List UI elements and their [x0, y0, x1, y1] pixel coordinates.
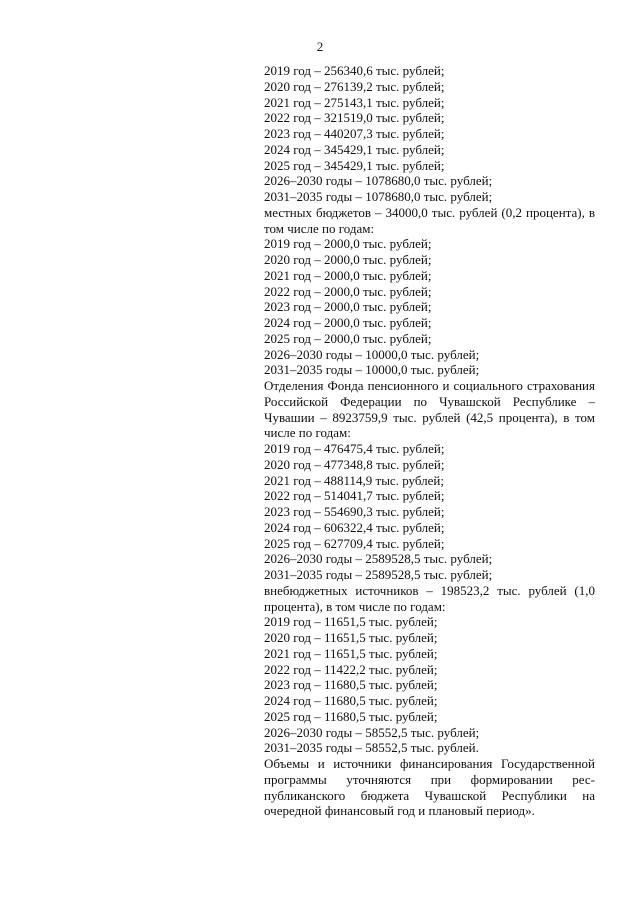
- extrabudgetary-intro: внебюджетных источников – 198523,2 тыс. рублей (1,0 процента), в том числе по годам:: [264, 582, 595, 614]
- regional-budget-year-line: 2022 год – 321519,0 тыс. рублей;: [264, 110, 445, 126]
- extrabudgetary-year-line: 2024 год – 11680,5 тыс. рублей;: [264, 693, 438, 708]
- pension-fund-year-line: 2020 год – 477348,8 тыс. рублей;: [264, 456, 445, 472]
- pension-fund-year-line: 2022 год – 514041,7 тыс. рублей;: [264, 488, 445, 504]
- local-budgets-year-line: 2026–2030 годы – 10000,0 тыс. рублей;: [264, 346, 480, 362]
- local-budgets-year-list: [264, 236, 595, 378]
- extrabudgetary-year-line: 2031–2035 годы – 58552,5 тыс. рублей.: [264, 740, 479, 756]
- local-budgets-year-line: 2019 год – 2000,0 тыс. рублей;: [264, 236, 432, 252]
- pension-fund-year-line: 2024 год – 606322,4 тыс. рублей;: [264, 519, 445, 535]
- local-budgets-intro: местных бюджетов – 34000,0 тыс. рублей (0,2 процента), в том числе по годам:: [264, 204, 595, 236]
- pension-fund-year-line: 2023 год – 554690,3 тыс. рублей;: [264, 504, 445, 519]
- local-budgets-year-line: 2025 год – 2000,0 тыс. рублей;: [264, 330, 432, 346]
- closing-paragraph: Объемы и источники финансирования Государственной программы уточняются при формировании республиканского бюджета Чувашской Республики на очередной финансовый год и плановый период».: [264, 756, 595, 819]
- pension-fund-year-list: [264, 441, 595, 583]
- extrabudgetary-year-line: 2025 год – 11680,5 тыс. рублей;: [264, 708, 438, 724]
- pension-fund-year-line: 2031–2035 годы – 2589528,5 тыс. рублей;: [264, 567, 493, 582]
- pension-fund-year-line: 2021 год – 488114,9 тыс. рублей;: [264, 472, 444, 488]
- regional-budget-year-line: 2023 год – 440207,3 тыс. рублей;: [264, 126, 445, 141]
- extrabudgetary-year-line: 2026–2030 годы – 58552,5 тыс. рублей;: [264, 724, 480, 740]
- pension-fund-year-line: 2019 год – 476475,4 тыс. рублей;: [264, 441, 445, 456]
- regional-budget-year-line: 2020 год – 276139,2 тыс. рублей;: [264, 78, 445, 94]
- local-budgets-year-line: 2021 год – 2000,0 тыс. рублей;: [264, 267, 432, 283]
- pension-fund-year-line: 2025 год – 627709,4 тыс. рублей;: [264, 535, 445, 551]
- regional-budget-year-line: 2031–2035 годы – 1078680,0 тыс. рублей;: [264, 189, 493, 204]
- regional-budget-year-line: 2019 год – 256340,6 тыс. рублей;: [264, 63, 445, 78]
- extrabudgetary-year-line: 2019 год – 11651,5 тыс. рублей;: [264, 614, 438, 630]
- local-budgets-year-line: 2022 год – 2000,0 тыс. рублей;: [264, 283, 432, 299]
- regional-budget-year-line: 2025 год – 345429,1 тыс. рублей;: [264, 157, 445, 173]
- local-budgets-year-line: 2023 год – 2000,0 тыс. рублей;: [264, 299, 432, 315]
- page-number: 2: [316, 39, 324, 54]
- extrabudgetary-year-line: 2020 год – 11651,5 тыс. рублей;: [264, 630, 438, 645]
- regional-budget-year-line: 2026–2030 годы – 1078680,0 тыс. рублей;: [264, 173, 493, 189]
- pension-fund-year-line: 2026–2030 годы – 2589528,5 тыс. рублей;: [264, 551, 493, 567]
- local-budgets-year-line: 2020 год – 2000,0 тыс. рублей;: [264, 252, 432, 267]
- regional-budget-year-list: [264, 63, 595, 205]
- regional-budget-year-line: 2021 год – 275143,1 тыс. рублей;: [264, 94, 445, 110]
- pension-fund-intro: Отделения Фонда пенсионного и социального страхования Российской Федерации по Чувашской Республике – Чувашии – 8923759,9 тыс. рублей (42,5 процента), в том числе по годам:: [264, 378, 595, 441]
- extrabudgetary-year-list: [264, 614, 595, 756]
- extrabudgetary-year-line: 2022 год – 11422,2 тыс. рублей;: [264, 661, 438, 677]
- extrabudgetary-year-line: 2021 год – 11651,5 тыс. рублей;: [264, 645, 438, 661]
- local-budgets-year-line: 2031–2035 годы – 10000,0 тыс. рублей;: [264, 362, 480, 378]
- financing-text-column: [264, 63, 595, 819]
- local-budgets-year-line: 2024 год – 2000,0 тыс. рублей;: [264, 315, 432, 330]
- extrabudgetary-year-line: 2023 год – 11680,5 тыс. рублей;: [264, 677, 438, 693]
- regional-budget-year-line: 2024 год – 345429,1 тыс. рублей;: [264, 141, 445, 157]
